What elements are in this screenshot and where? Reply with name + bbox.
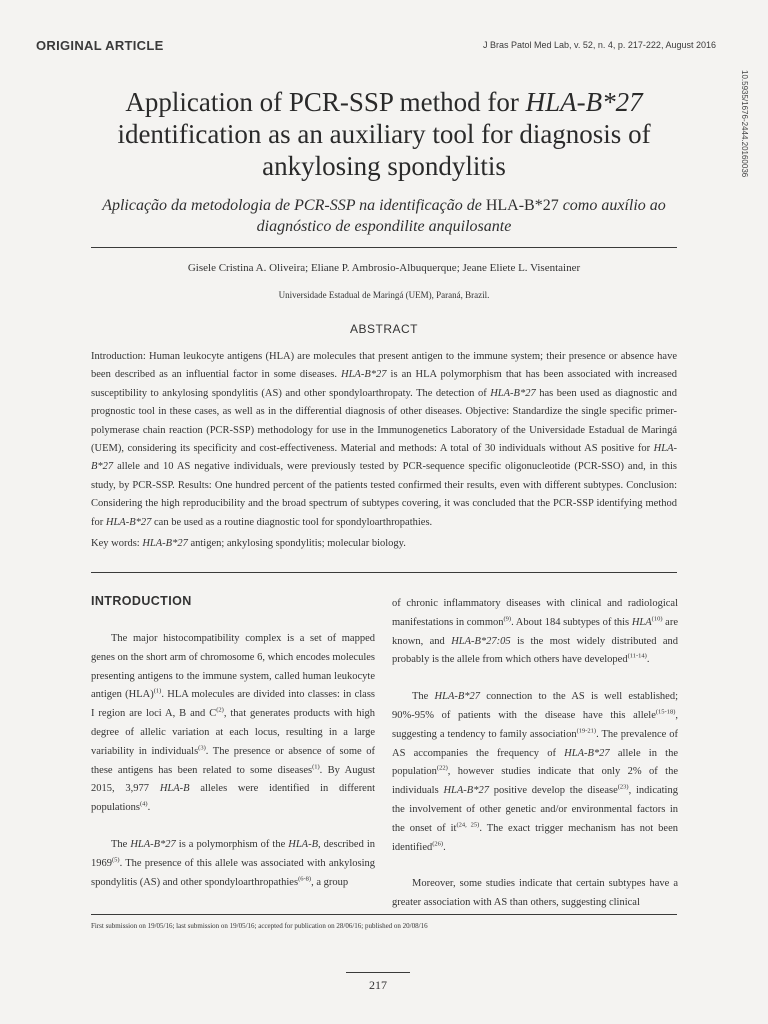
introduction-heading: INTRODUCTION	[91, 594, 192, 608]
doi-identifier: 10.5935/1676-2444.20160036	[740, 70, 749, 178]
title-divider	[91, 247, 677, 248]
intro-paragraph-3: of chronic inflammatory diseases with clinical and radiological manifestations in common$^{(9)}$. About 184 subtypes of this HLA$^{(10)}$ are known, and HLA-B*27:05 is the most widely distributed and probably is the allele from which others have developed$^{(11-14)}$.	[392, 598, 679, 666]
page-number: 217	[369, 978, 387, 992]
author-list: Gisele Cristina A. Oliveira; Eliane P. Ambrosio-Albuquerque; Jeane Eliete L. Visentainer	[187, 262, 581, 274]
intro-paragraph-2: The HLA-B*27 is a polymorphism of the HLA-B, described in 1969$^{(5)}$. The presence of this allele was associated with ankylosing spondylitis (AS) and other spondyloarthropathies$^{(6-8)}$, a group	[91, 838, 375, 888]
abstract-body: Introduction: Human leukocyte antigens (HLA) are molecules that present antigen to the immune system; their presence or absence have been described as an influential factor in some diseases. HLA-B*27 is an HLA polymorphism that has been associated with increased susceptibility to ankylosing spondylitis (AS) and other spondyloarthropaty. The detection of HLA-B*27 has been used as diagnostic and prognostic tool in these cases, as well as in the differential diagnosis of other diseases. Objective: Standardize the single specific primer-polymerase chain reaction (PCR-SSP) methodology for use in the Immunogenetics Laboratory of the Universidade Estadual de Maringá (UEM), considering its specificity and cost-effectiveness. Material and methods: A total of 30 individuals without AS positive for HLA-B*27 allele and 10 AS negative individuals, were previously tested by PCR-sequence specific oligonucleotide (PCR-SSO) and, in this study, by PCR-SSP. Results: One hundred percent of the patients tested confirmed their results, even with different subtypes. Conclusion: Considering the high reproducibility and the broad spectrum of subtypes covering, it was concluded that the PCR-SSP identifying method for HLA-B*27 can be used as a routine diagnostic tool for spondyloarthropathies.	[91, 351, 677, 528]
abstract-divider	[91, 572, 677, 573]
journal-citation: J Bras Patol Med Lab, v. 52, n. 4, p. 217-222, August 2016	[483, 40, 716, 50]
intro-paragraph-4: The HLA-B*27 connection to the AS is well established; 90%-95% of patients with the disease have this allele$^{(15-18)}$, suggesting a tendency to family association$^{(19-21)}$. The prevalence of AS accompanies the frequency of HLA-B*27 allele in the population$^{(22)}$, however studies indicate that only 2% of the individuals HLA-B*27 positive develop the disease$^{(23)}$, indicating the involvement of other genetic and/or environmental factors in the onset of it$^{(24, 25)}$. The exact trigger mechanism has not been identified$^{(26)}$.	[392, 691, 678, 853]
right-column	[392, 595, 678, 913]
article-type-label: ORIGINAL ARTICLE	[36, 38, 164, 53]
author-affiliation: Universidade Estadual de Maringá (UEM), Paraná, Brazil.	[278, 290, 490, 300]
submission-footnote: First submission on 19/05/16; last submission on 19/05/16; accepted for publication on 28/06/16; published on 20/08/16	[91, 922, 428, 930]
left-column	[91, 594, 375, 892]
keywords: Key words: HLA-B*27 antigen; ankylosing spondylitis; molecular biology.	[91, 538, 406, 549]
article-subtitle-portuguese: Aplicação da metodologia de PCR-SSP na identificação de HLA-B*27 como auxílio ao diagnóstico de espondilite anquilosante	[102, 197, 666, 235]
page-number-rule	[346, 972, 410, 973]
intro-paragraph-5: Moreover, some studies indicate that certain subtypes have a greater association with AS than others, suggesting clinical	[392, 878, 678, 909]
footnote-divider	[91, 914, 677, 915]
intro-paragraph-1: The major histocompatibility complex is a set of mapped genes on the short arm of chromosome 6, which encodes molecules presenting antigens to the immune system, called human leukocyte antigen (HLA)$^{(1)}$. HLA molecules are divided into classes: in class I region are loci A, B and $C^{(2)}$, that generates products with high degree of allelic variation at each locus, resulting in a large variability in individuals$^{(3)}$. The presence or absence of some of these antigens has been related to some diseases$^{(1)}$. By August 2015, 3,977 HLA-B alleles were identified in different populations$^{(4)}$.	[91, 633, 376, 814]
article-title: Application of PCR-SSP method for HLA-B*27 identification as an auxiliary tool for diagnosis of ankylosing spondylitis	[117, 87, 651, 181]
abstract-heading: ABSTRACT	[349, 322, 418, 336]
